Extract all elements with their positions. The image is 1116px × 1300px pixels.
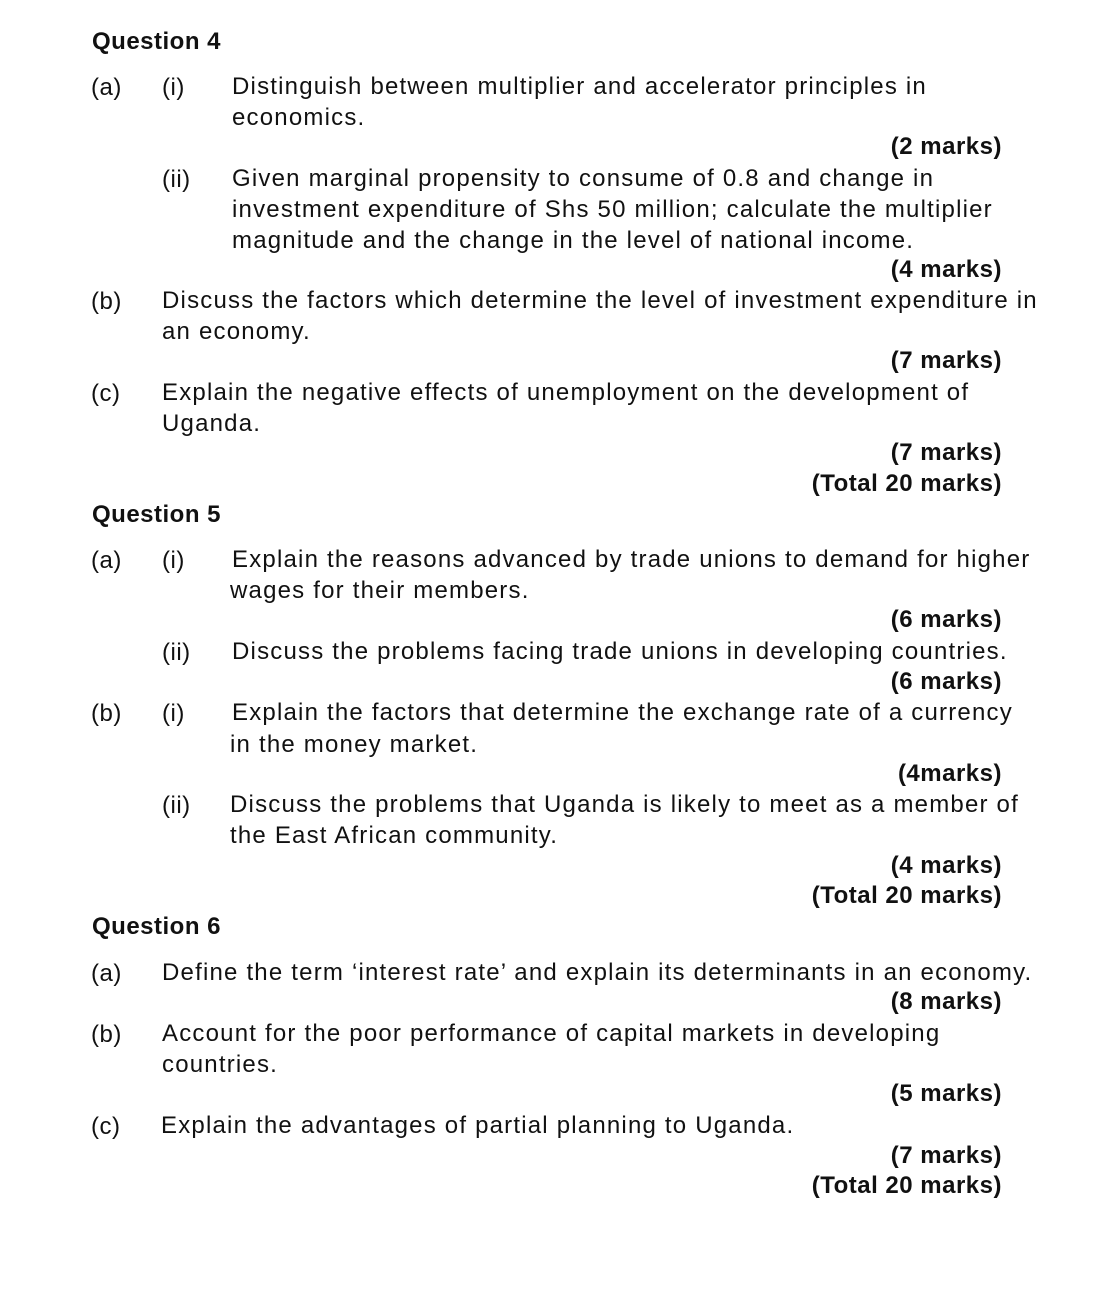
q5-total-marks: (Total 20 marks)	[811, 882, 1002, 909]
q5-b-ii-marks: (4 marks)	[890, 852, 1002, 879]
q6-a-text-line1: Define the term ‘interest rate’ and explain its determinants in an economy.	[162, 959, 1033, 986]
q5-b-i-marks: (4marks)	[897, 760, 1002, 787]
q5-b-i-text-line2: in the money market.	[230, 731, 479, 758]
q4-c-text-line1: Explain the negative effects of unemployment on the development of	[162, 379, 970, 406]
q6-c-label: (c)	[91, 1113, 121, 1140]
q6-a-marks: (8 marks)	[890, 988, 1002, 1015]
q4-a-ii-text-line2: investment expenditure of Shs 50 million; calculate the multiplier	[232, 196, 993, 223]
q5-a-i-marks: (6 marks)	[890, 606, 1002, 633]
q4-b-label: (b)	[91, 288, 122, 315]
q4-c-label: (c)	[91, 380, 121, 407]
question-6-title: Question 6	[92, 913, 222, 940]
q6-total-marks: (Total 20 marks)	[811, 1172, 1002, 1199]
q4-a-i-text-line2: economics.	[232, 104, 366, 131]
q4-a-i-marks: (2 marks)	[890, 133, 1002, 160]
q4-a-ii-label: (ii)	[162, 166, 191, 193]
q5-a-label: (a)	[91, 547, 122, 574]
q4-a-i-label: (i)	[162, 74, 185, 101]
q5-a-i-text-line2: wages for their members.	[230, 577, 530, 604]
q4-a-i-text-line1: Distinguish between multiplier and accelerator principles in	[232, 73, 927, 100]
q5-b-ii-text-line1: Discuss the problems that Uganda is likely to meet as a member of	[230, 791, 1019, 818]
q5-b-label: (b)	[91, 700, 122, 727]
q4-a-ii-marks: (4 marks)	[890, 256, 1002, 283]
q5-a-ii-text-line1: Discuss the problems facing trade unions in developing countries.	[232, 638, 1008, 665]
q4-b-text-line2: an economy.	[162, 318, 311, 345]
question-4-title: Question 4	[92, 28, 222, 55]
q5-a-i-text-line1: Explain the reasons advanced by trade unions to demand for higher	[232, 546, 1031, 573]
q6-c-marks: (7 marks)	[890, 1142, 1002, 1169]
q5-b-i-label: (i)	[162, 700, 185, 727]
q6-a-label: (a)	[91, 960, 122, 987]
q6-b-text-line2: countries.	[162, 1051, 279, 1078]
question-5-title: Question 5	[92, 501, 222, 528]
q6-b-text-line1: Account for the poor performance of capital markets in developing	[162, 1020, 941, 1047]
q4-c-text-line2: Uganda.	[162, 410, 262, 437]
q5-a-ii-label: (ii)	[162, 639, 191, 666]
q4-b-marks: (7 marks)	[890, 347, 1002, 374]
q5-b-ii-text-line2: the East African community.	[230, 822, 559, 849]
q4-a-label: (a)	[91, 74, 122, 101]
q5-a-i-label: (i)	[162, 547, 185, 574]
q4-a-ii-text-line1: Given marginal propensity to consume of 0.8 and change in	[232, 165, 935, 192]
q5-b-ii-label: (ii)	[162, 792, 191, 819]
q6-b-marks: (5 marks)	[890, 1080, 1002, 1107]
q4-c-marks: (7 marks)	[890, 439, 1002, 466]
q6-b-label: (b)	[91, 1021, 122, 1048]
q5-a-ii-marks: (6 marks)	[890, 668, 1002, 695]
q6-c-text-line1: Explain the advantages of partial planning to Uganda.	[161, 1112, 795, 1139]
q4-a-ii-text-line3: magnitude and the change in the level of national income.	[232, 227, 915, 254]
q4-total-marks: (Total 20 marks)	[811, 470, 1002, 497]
q4-b-text-line1: Discuss the factors which determine the level of investment expenditure in	[162, 287, 1038, 314]
q5-b-i-text-line1: Explain the factors that determine the exchange rate of a currency	[232, 699, 1013, 726]
